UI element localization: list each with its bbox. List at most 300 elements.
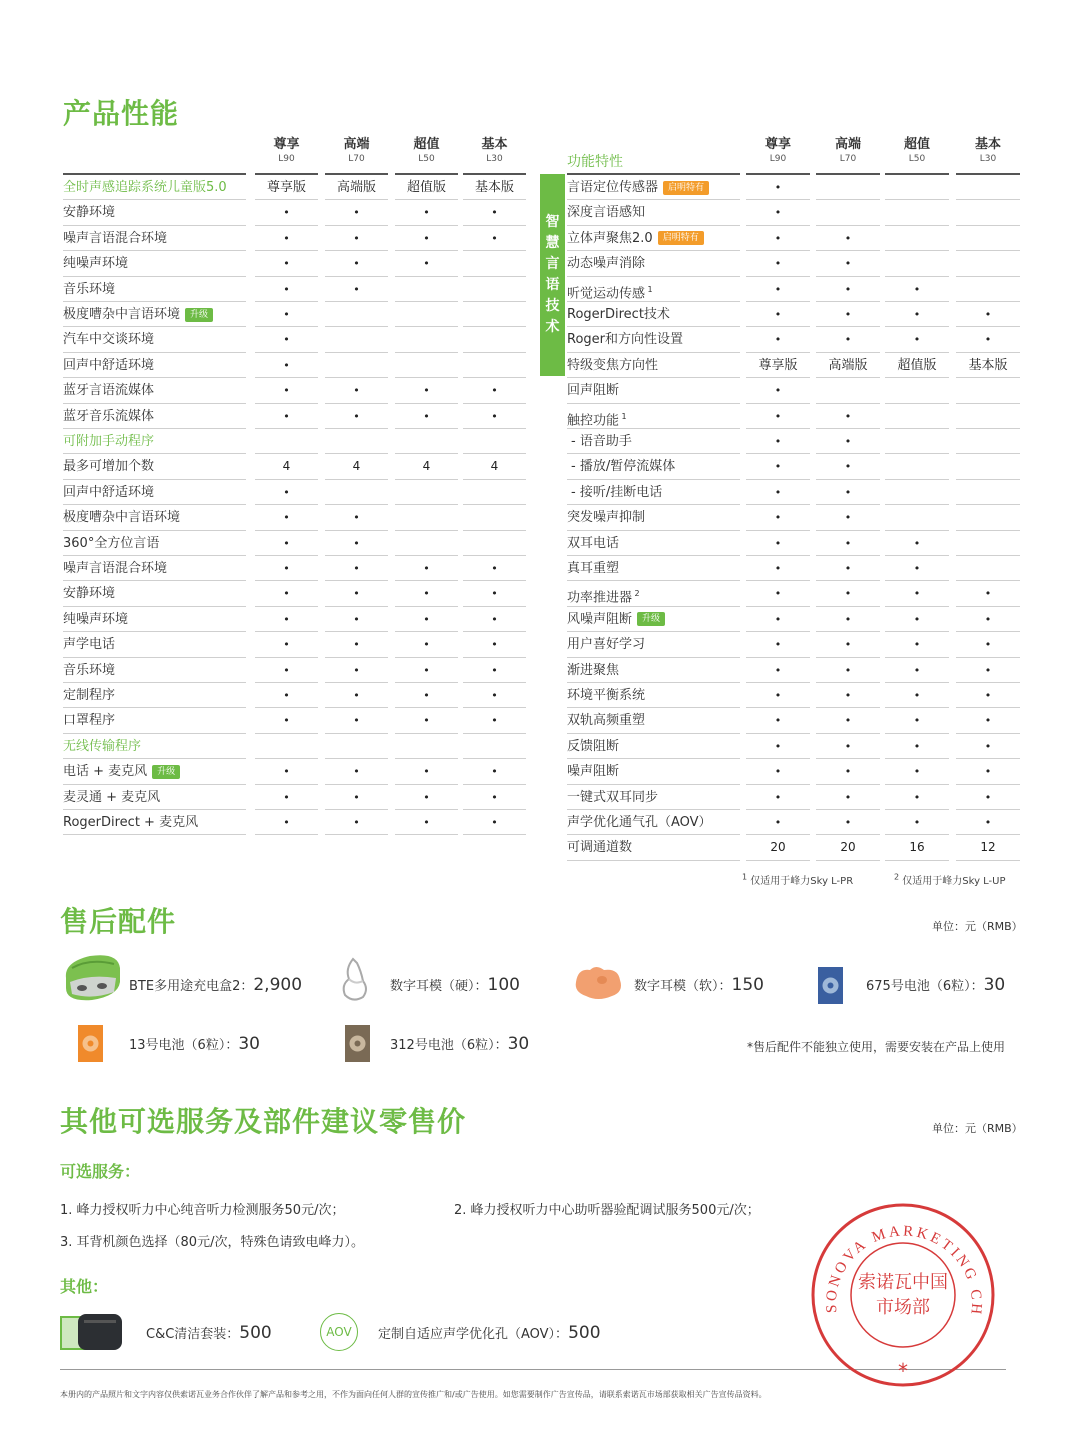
feature-dot: • (463, 226, 526, 251)
table-row (63, 632, 526, 657)
feature-cell: 超值版 (395, 175, 458, 200)
row-label (567, 505, 740, 530)
feature-dot: • (746, 175, 810, 200)
feature-dot: • (746, 708, 810, 733)
row-label-text: 反馈阻断 (567, 738, 620, 754)
feature-dot: • (816, 251, 880, 276)
upgrade-badge: 升级 (637, 612, 665, 626)
feature-dot: • (816, 632, 880, 657)
feature-cell (956, 175, 1020, 200)
feature-cell (816, 378, 880, 403)
accessories-unit: 单位：元（RMB） (932, 920, 1023, 933)
vertical-label-bar (540, 174, 565, 376)
row-label (63, 226, 246, 251)
feature-dot: • (746, 378, 810, 403)
tier-model: L30 (486, 154, 503, 164)
tier-name: 超值 (413, 137, 440, 152)
feature-dot: • (463, 785, 526, 810)
row-label-text: - 播放/暂停流媒体 (571, 459, 676, 475)
feature-dot: • (816, 810, 880, 835)
row-label (567, 556, 740, 581)
charger-case-image (60, 948, 124, 1008)
feature-dot: • (255, 531, 318, 556)
row-label (567, 835, 740, 860)
feature-cell (395, 734, 458, 759)
row-label (63, 353, 246, 378)
tier-model: L50 (908, 154, 926, 164)
left-feature-table (63, 137, 526, 837)
feature-dot: • (816, 429, 880, 454)
upgrade-badge: 升级 (185, 308, 213, 322)
row-label (567, 378, 740, 403)
feature-cell (395, 327, 458, 352)
feature-cell (956, 251, 1020, 276)
tier-header (816, 137, 880, 173)
row-label-text: 听觉运动传感 (567, 285, 646, 301)
accessory-hard-earmold: 数字耳模（硬）：100 (390, 975, 520, 995)
feature-dot: • (395, 556, 458, 581)
seal-line-1: 索诺瓦中国 (858, 1272, 948, 1293)
feature-dot: • (885, 327, 949, 352)
row-label (63, 759, 246, 784)
feature-cell: 4 (463, 454, 526, 479)
feature-cell (395, 429, 458, 454)
feature-dot: • (885, 302, 949, 327)
table-row (567, 658, 1020, 683)
row-label-text: 噪声言语混合环境 (63, 561, 168, 576)
feature-dot: • (956, 658, 1020, 683)
feature-cell (885, 251, 949, 276)
feature-dot: • (395, 632, 458, 657)
feature-dot: • (463, 708, 526, 733)
feature-cell (255, 734, 318, 759)
table-row (567, 581, 1020, 606)
row-label-text: 定制程序 (63, 688, 116, 703)
feature-cell: 基本版 (463, 175, 526, 200)
feature-dot: • (463, 378, 526, 403)
feature-cell: 4 (325, 454, 388, 479)
table-row (63, 480, 526, 505)
table-row (567, 734, 1020, 759)
feature-cell (395, 505, 458, 530)
feature-dot: • (463, 658, 526, 683)
row-label-text: 真耳重塑 (567, 561, 620, 576)
feature-cell (885, 378, 949, 403)
feature-dot: • (956, 327, 1020, 352)
feature-cell (956, 200, 1020, 225)
tier-model: L70 (839, 154, 857, 164)
feature-dot: • (885, 531, 949, 556)
table-row (567, 429, 1020, 454)
battery-13-image (78, 1025, 103, 1062)
row-label-text: 最多可增加个数 (63, 459, 155, 475)
feature-dot: • (885, 708, 949, 733)
row-label-text: 特级变焦方向性 (567, 357, 659, 373)
feature-dot: • (463, 683, 526, 708)
feature-dot: • (255, 327, 318, 352)
feature-dot: • (325, 607, 388, 632)
row-label-text: 噪声阻断 (567, 764, 620, 780)
row-label (567, 708, 740, 733)
service-item-1: 1. 峰力授权听力中心纯音听力检测服务50元/次； (60, 1203, 345, 1218)
feature-dot: • (816, 302, 880, 327)
table-row (63, 251, 526, 276)
tier-header (325, 137, 388, 173)
table-row (567, 708, 1020, 733)
table-row (63, 607, 526, 632)
tier-model: L50 (418, 154, 435, 164)
footnote-2-text: 仅适用于峰力Sky L-UP (902, 876, 1006, 887)
feature-cell: 尊享版 (255, 175, 318, 200)
feature-dot: • (255, 353, 318, 378)
table-row (567, 632, 1020, 657)
feature-dot: • (746, 810, 810, 835)
table-row (567, 226, 1020, 251)
feature-dot: • (746, 327, 810, 352)
feature-cell: 超值版 (885, 353, 949, 378)
tier-name: 基本 (481, 137, 508, 152)
feature-dot: • (325, 810, 388, 835)
table-row (567, 404, 1020, 429)
accessory-battery-675: 675号电池（6粒）：30 (866, 975, 1006, 995)
feature-cell: 尊享版 (746, 353, 810, 378)
row-label (63, 175, 246, 200)
feature-dot: • (325, 683, 388, 708)
table-row (63, 531, 526, 556)
feature-dot: • (885, 632, 949, 657)
feature-dot: • (255, 632, 318, 657)
right-table-header: 功能特性 (567, 154, 623, 170)
upgrade-badge: 升级 (152, 765, 180, 779)
feature-dot: • (325, 759, 388, 784)
feature-cell (463, 429, 526, 454)
feature-dot: • (816, 785, 880, 810)
battery-312-image (345, 1025, 370, 1062)
row-label (63, 505, 246, 530)
tier-name: 高端 (834, 137, 861, 152)
feature-dot: • (816, 581, 880, 606)
footnote-marker: 2 (632, 589, 640, 599)
table-row (63, 429, 526, 454)
feature-dot: • (255, 810, 318, 835)
feature-dot: • (325, 378, 388, 403)
feature-dot: • (956, 785, 1020, 810)
table-row (567, 785, 1020, 810)
feature-dot: • (255, 785, 318, 810)
row-label-text: 声学电话 (63, 637, 116, 653)
row-label (63, 632, 246, 657)
row-label (567, 277, 740, 302)
feature-dot: • (956, 708, 1020, 733)
tier-model: L90 (769, 154, 787, 164)
footnote-marker: 1 (619, 411, 627, 421)
feature-dot: • (816, 327, 880, 352)
feature-dot: • (816, 454, 880, 479)
feature-dot: • (255, 708, 318, 733)
feature-dot: • (463, 200, 526, 225)
row-label-text: 纯噪声环境 (63, 611, 129, 627)
feature-dot: • (325, 505, 388, 530)
feature-dot: • (325, 404, 388, 429)
table-row (567, 531, 1020, 556)
row-label-text: Roger和方向性设置 (567, 332, 683, 348)
accessories-title: 售后配件 (60, 905, 177, 938)
feature-dot: • (463, 810, 526, 835)
row-label-text: 汽车中交谈环境 (63, 332, 155, 348)
feature-dot: • (746, 226, 810, 251)
row-label-text: 音乐环境 (63, 281, 116, 297)
vertical-label-char: 技 (545, 298, 560, 314)
feature-cell (325, 302, 388, 327)
feature-cell (956, 404, 1020, 429)
row-label (567, 683, 740, 708)
feature-dot: • (816, 759, 880, 784)
feature-cell (885, 175, 949, 200)
feature-dot: • (325, 658, 388, 683)
feature-cell: 4 (395, 454, 458, 479)
tier-name: 高端 (343, 137, 370, 152)
service-item-3: 3. 耳背机颜色选择（80元/次，特殊色请致电峰力）。 (60, 1235, 364, 1250)
feature-dot: • (395, 708, 458, 733)
feature-dot: • (816, 531, 880, 556)
cleaning-kit: C&C清洁套装：500 (146, 1323, 272, 1343)
table-row (63, 785, 526, 810)
feature-dot: • (325, 556, 388, 581)
table-row (567, 327, 1020, 352)
feature-cell: 4 (255, 454, 318, 479)
feature-cell (463, 505, 526, 530)
other-heading: 其他： (60, 1277, 109, 1296)
row-label-text: 动态噪声消除 (567, 256, 646, 272)
feature-dot: • (885, 759, 949, 784)
tier-header (746, 137, 810, 173)
feature-dot: • (885, 607, 949, 632)
row-label-text: 深度言语感知 (567, 205, 646, 221)
feature-cell (325, 480, 388, 505)
feature-dot: • (395, 200, 458, 225)
table-row (63, 556, 526, 581)
tier-name: 超值 (903, 137, 930, 152)
row-label-text: 可附加手动程序 (63, 434, 155, 449)
row-label (567, 632, 740, 657)
row-label (63, 251, 246, 276)
table-row (63, 734, 526, 759)
feature-cell (956, 480, 1020, 505)
table-row (63, 378, 526, 403)
feature-dot: • (816, 277, 880, 302)
feature-dot: • (395, 607, 458, 632)
row-label-text: 电话 + 麦克风 (63, 764, 148, 780)
table-row (63, 505, 526, 530)
hard-earmold-image (335, 955, 371, 1005)
feature-dot: • (816, 658, 880, 683)
feature-dot: • (255, 658, 318, 683)
performance-title: 产品性能 (63, 97, 180, 130)
row-label-text: 言语定位传感器 (567, 180, 659, 195)
vertical-label-char: 语 (545, 277, 560, 293)
feature-cell: 12 (956, 835, 1020, 860)
row-label-text: 蓝牙言语流媒体 (63, 383, 155, 399)
row-label-text: - 语音助手 (571, 434, 632, 449)
row-label (567, 200, 740, 225)
row-label (63, 480, 246, 505)
vertical-label-char: 智 (545, 214, 560, 230)
aov-service: 定制自适应声学优化孔（AOV）：500 (378, 1323, 601, 1343)
table-row (63, 175, 526, 200)
feature-cell (956, 226, 1020, 251)
feature-dot: • (463, 607, 526, 632)
optional-services-heading: 可选服务： (60, 1162, 141, 1181)
row-label-text: 极度嘈杂中言语环境 (63, 510, 181, 526)
table-row (63, 810, 526, 835)
feature-cell: 高端版 (816, 353, 880, 378)
feature-dot: • (463, 404, 526, 429)
cleaning-kit-image (60, 1310, 122, 1352)
row-label (63, 327, 246, 352)
feature-cell (956, 556, 1020, 581)
feature-cell (816, 175, 880, 200)
feature-dot: • (463, 759, 526, 784)
tier-model: L90 (278, 154, 295, 164)
feature-cell (956, 505, 1020, 530)
feature-dot: • (746, 200, 810, 225)
feature-dot: • (395, 251, 458, 276)
table-row (63, 353, 526, 378)
row-label-text: 双轨高频重塑 (567, 713, 646, 729)
feature-dot: • (746, 277, 810, 302)
feature-dot: • (816, 505, 880, 530)
feature-dot: • (395, 581, 458, 606)
feature-dot: • (255, 505, 318, 530)
feature-dot: • (885, 734, 949, 759)
services-unit: 单位：元（RMB） (932, 1122, 1023, 1135)
table-row (567, 353, 1020, 378)
row-label-text: 无线传输程序 (63, 738, 142, 754)
table-row (63, 404, 526, 429)
feature-dot: • (255, 607, 318, 632)
feature-dot: • (255, 683, 318, 708)
feature-dot: • (325, 226, 388, 251)
feature-dot: • (885, 785, 949, 810)
table-row (63, 658, 526, 683)
feature-dot: • (395, 226, 458, 251)
row-label-text: 安静环境 (63, 205, 116, 221)
row-label (63, 531, 246, 556)
aov-icon: AOV (320, 1313, 358, 1351)
feature-dot: • (255, 404, 318, 429)
row-label-text: 360°全方位言语 (63, 535, 160, 551)
feature-cell: 16 (885, 835, 949, 860)
feature-dot: • (746, 429, 810, 454)
feature-dot: • (255, 251, 318, 276)
table-row (567, 378, 1020, 403)
row-label (63, 454, 246, 479)
row-label (567, 404, 740, 429)
row-label-text: 触控功能 (567, 412, 620, 428)
feature-cell (325, 734, 388, 759)
feature-dot: • (816, 480, 880, 505)
feature-dot: • (746, 759, 810, 784)
feature-cell (956, 378, 1020, 403)
feature-dot: • (255, 277, 318, 302)
feature-dot: • (255, 226, 318, 251)
row-label-text: 全时声感追踪系统儿童版5.0 (63, 180, 227, 195)
feature-dot: • (956, 302, 1020, 327)
row-label (63, 429, 246, 454)
table-row (567, 277, 1020, 302)
soft-earmold-image (572, 962, 626, 1002)
feature-dot: • (746, 454, 810, 479)
feature-cell (325, 353, 388, 378)
row-label-text: RogerDirect技术 (567, 307, 670, 322)
accessory-soft-earmold: 数字耳模（软）：150 (634, 975, 764, 995)
feature-cell (885, 226, 949, 251)
feature-dot: • (816, 607, 880, 632)
seal-star: * (898, 1359, 908, 1383)
vertical-label-char: 慧 (545, 235, 560, 251)
feature-cell (325, 429, 388, 454)
row-label (63, 200, 246, 225)
row-label-text: 音乐环境 (63, 662, 116, 678)
tier-name: 基本 (974, 137, 1001, 152)
feature-cell (395, 480, 458, 505)
feature-dot: • (956, 810, 1020, 835)
table-row (63, 708, 526, 733)
feature-cell (956, 277, 1020, 302)
tier-header (885, 137, 949, 173)
row-label-text: 突发噪声抑制 (567, 510, 646, 526)
feature-dot: • (885, 683, 949, 708)
feature-dot: • (885, 658, 949, 683)
table-row (567, 175, 1020, 200)
feature-dot: • (816, 404, 880, 429)
tier-header (255, 137, 318, 173)
feature-dot: • (255, 581, 318, 606)
feature-dot: • (395, 759, 458, 784)
row-label-text: 噪声言语混合环境 (63, 230, 168, 246)
feature-dot: • (746, 556, 810, 581)
table-row (567, 454, 1020, 479)
feature-dot: • (746, 531, 810, 556)
feature-dot: • (746, 302, 810, 327)
accessory-battery-13: 13号电池（6粒）：30 (129, 1034, 260, 1054)
tier-model: L70 (348, 154, 365, 164)
feature-dot: • (956, 734, 1020, 759)
row-label (567, 581, 740, 606)
footnote-marker: 1 (645, 284, 653, 294)
feature-cell (816, 200, 880, 225)
row-label-text: 一键式双耳同步 (567, 789, 659, 805)
feature-cell: 20 (816, 835, 880, 860)
row-label (63, 607, 246, 632)
feature-cell (956, 454, 1020, 479)
feature-cell: 基本版 (956, 353, 1020, 378)
feature-cell (395, 531, 458, 556)
feature-dot: • (325, 708, 388, 733)
row-label (567, 353, 740, 378)
feature-dot: • (395, 378, 458, 403)
table-row (567, 505, 1020, 530)
row-label-text: 口罩程序 (63, 713, 116, 729)
feature-dot: • (956, 683, 1020, 708)
table-row (63, 683, 526, 708)
feature-cell (395, 277, 458, 302)
row-label (63, 378, 246, 403)
row-label-text: 安静环境 (63, 586, 116, 602)
feature-dot: • (816, 734, 880, 759)
table-row (63, 226, 526, 251)
feature-cell (463, 251, 526, 276)
